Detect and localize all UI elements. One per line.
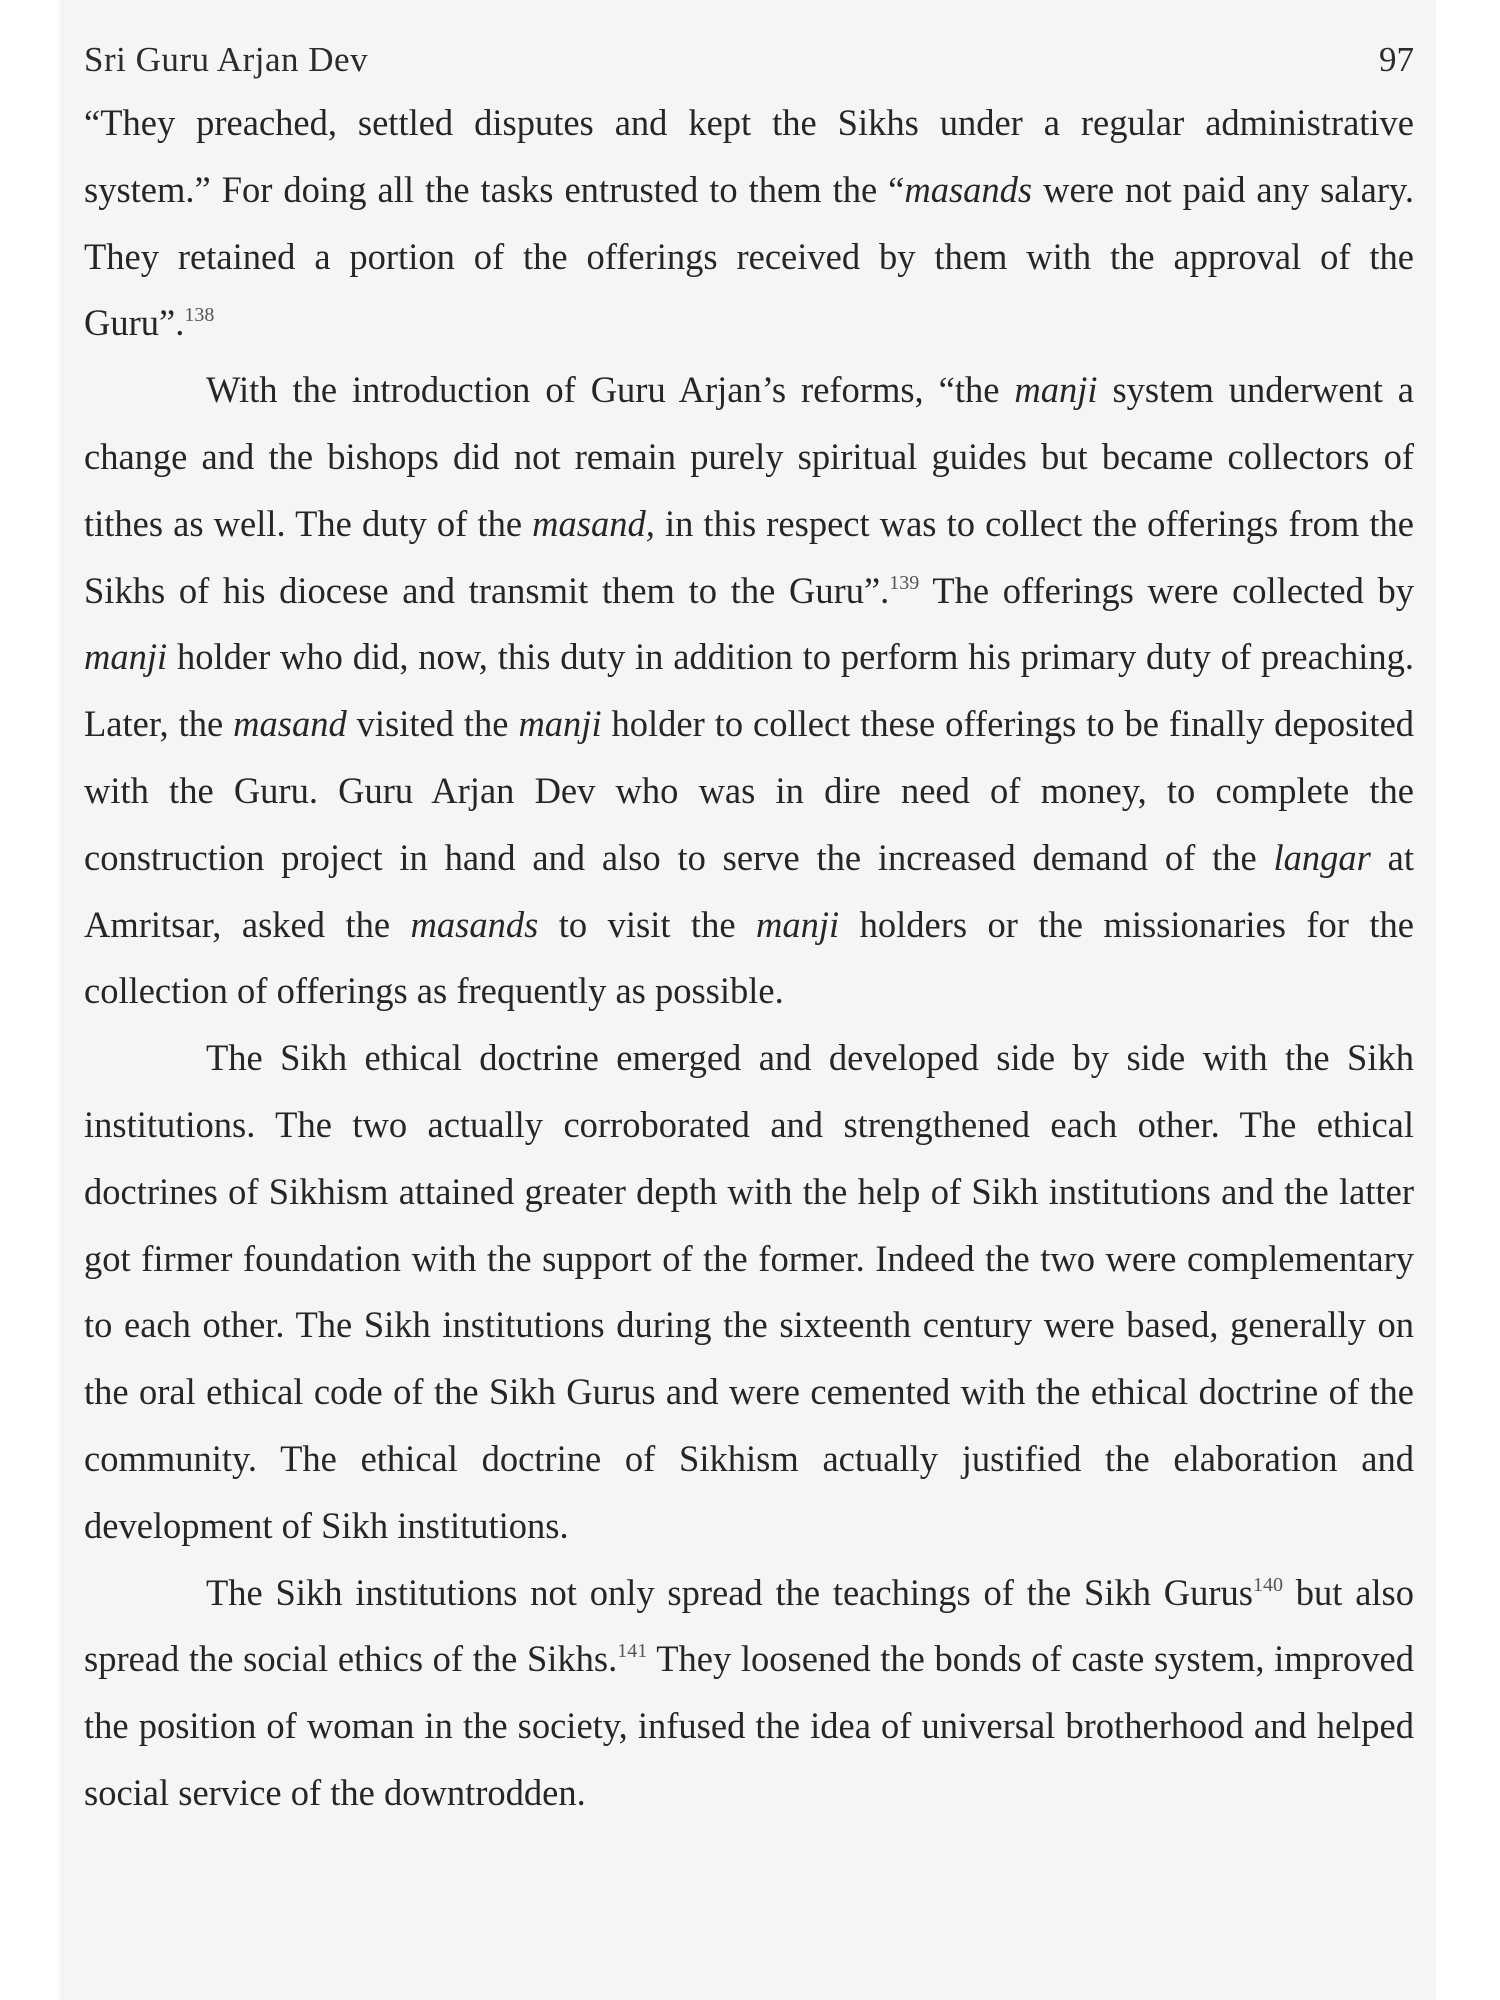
- paragraph: [84, 90, 1414, 357]
- footnote-marker: 140: [1252, 1573, 1283, 1596]
- italic-term: manji: [518, 703, 602, 745]
- page-number: 97: [1379, 40, 1414, 79]
- italic-term: masands: [904, 168, 1033, 210]
- text-run: to visit the: [538, 903, 756, 945]
- footnote-marker: 139: [889, 571, 920, 594]
- text-run: With the introduction of Guru Arjan’s reforms, “the: [206, 369, 1015, 411]
- italic-term: langar: [1273, 836, 1371, 878]
- text-run: holder who did, now, this duty in addition to perform his primary duty of preaching. Later, the: [84, 636, 1414, 745]
- footnote-marker: 141: [617, 1640, 648, 1663]
- text-run: visited the: [346, 703, 519, 745]
- paragraph: [84, 357, 1414, 1025]
- text-run: but also spread the social ethics of the Sikhs.: [84, 1571, 1414, 1680]
- text-run: The offerings were collected by: [919, 569, 1414, 611]
- book-title: Sri Guru Arjan Dev: [84, 40, 369, 79]
- running-head: [84, 36, 1414, 84]
- text-run: system underwent a change and the bishops did not remain purely spiritual guides but became collectors of tithes as well. The duty of the: [84, 369, 1414, 544]
- text-run: The Sikh institutions not only spread the teachings of the Sikh Gurus: [206, 1571, 1253, 1613]
- footnote-marker: 138: [184, 304, 215, 327]
- text-run: were not paid any salary. They retained a portion of the offerings received by them with the approval of the Guru”.: [84, 168, 1414, 344]
- italic-term: manji: [756, 903, 840, 945]
- text-run: holders or the missionaries for the collection of offerings as frequently as possible.: [84, 903, 1415, 1012]
- text-run: at Amritsar, asked the: [84, 836, 1414, 945]
- text-run: “They preached, settled disputes and kept the Sikhs under a regular administrative system.” For doing all the tasks entrusted to them the “: [84, 102, 1414, 210]
- italic-term: manji: [84, 636, 168, 678]
- body-text: [84, 90, 1414, 1827]
- paragraph: [84, 1560, 1414, 1827]
- italic-term: manji: [1014, 369, 1098, 411]
- italic-term: masand: [233, 703, 347, 745]
- paragraph: [84, 1025, 1414, 1559]
- text-run: in this respect was to collect the offerings from the Sikhs of his diocese and transmit them to the Guru”.: [84, 502, 1414, 611]
- text-run: holder to collect these offerings to be finally deposited with the Guru. Guru Arjan Dev who was in dire need of money, to complete the construction project in hand and also to serve the increased demand of the: [84, 703, 1415, 878]
- italic-term: masands: [410, 903, 539, 945]
- text-run: They loosened the bonds of caste system, improved the position of woman in the society, infused the idea of universal brotherhood and helped social service of the downtrodden.: [84, 1638, 1414, 1813]
- text-run: The Sikh ethical doctrine emerged and developed side by side with the Sikh institutions. The two actually corroborated and strengthened each other. The ethical doctrines of Sikhism attained greater depth with the help of Sikh institutions and the latter got firmer foundation with the support of the former. Indeed the two were complementary to each other. The Sikh institutions during the sixteenth century were based, generally on the oral ethical code of the Sikh Gurus and were cemented with the ethical doctrine of the community. The ethical doctrine of Sikhism actually justified the elaboration and development of Sikh institutions.: [84, 1037, 1414, 1546]
- italic-term: masand,: [532, 502, 655, 544]
